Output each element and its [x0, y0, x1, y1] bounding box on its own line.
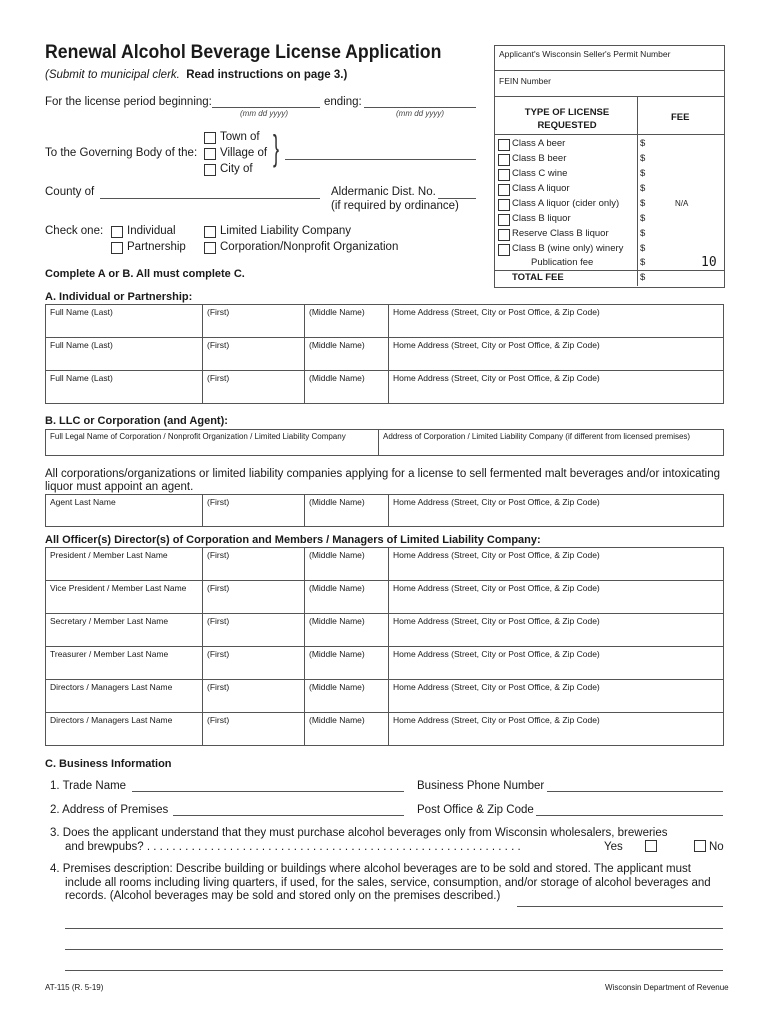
- agent-last-label: Agent Last Name: [50, 497, 116, 507]
- section-c-title: C. Business Information: [45, 758, 172, 770]
- license-type-label: Class A liquor (cider only): [512, 198, 620, 209]
- publication-fee-dollar: $: [640, 257, 646, 268]
- officer-row: [46, 614, 724, 647]
- phone-field[interactable]: [547, 791, 723, 792]
- license-fee-dollar: $: [640, 183, 646, 194]
- officer-last-label: Directors / Managers Last Name: [50, 715, 173, 725]
- corp-label: Corporation/Nonprofit Organization: [220, 241, 399, 253]
- fein-field[interactable]: [494, 96, 724, 97]
- license-type-label: Reserve Class B liquor: [512, 228, 609, 239]
- officer-last-cell[interactable]: [46, 680, 203, 713]
- person-first-cell[interactable]: [203, 371, 305, 404]
- officer-row: [46, 680, 724, 713]
- officer-address-cell[interactable]: [389, 614, 724, 647]
- license-type-checkbox[interactable]: [498, 184, 510, 196]
- q4-line-3: records. (Alcohol beverages may be sold and stored only on the premises described.): [65, 890, 501, 902]
- q4-line-2: include all rooms including living quarters, if used, for the sales, service, consumption, and/or storage of alcohol beverages and: [65, 877, 711, 889]
- license-fee-dollar: $: [640, 228, 646, 239]
- trade-name-label: 1. Trade Name: [50, 780, 127, 792]
- person-middle-cell[interactable]: [305, 305, 389, 338]
- fee-col-divider: [637, 96, 638, 286]
- officer-middle-label: (Middle Name): [309, 550, 365, 560]
- ending-label: ending:: [324, 96, 362, 108]
- license-type-checkbox[interactable]: [498, 154, 510, 166]
- license-fee-dollar: $: [640, 213, 646, 224]
- aldermanic-label: Aldermanic Dist. No.: [331, 186, 436, 198]
- officer-last-cell[interactable]: [46, 581, 203, 614]
- fein-label: FEIN Number: [499, 76, 551, 86]
- person-address-label: Home Address (Street, City or Post Office, & Zip Code): [393, 373, 600, 383]
- license-type-label: Class C wine: [512, 168, 568, 179]
- begin-date-hint: (mm dd yyyy): [240, 109, 288, 118]
- officer-first-cell[interactable]: [203, 548, 305, 581]
- governing-body-label: To the Governing Body of the:: [45, 147, 198, 159]
- license-type-label: Class B liquor: [512, 213, 571, 224]
- license-type-checkbox[interactable]: [498, 199, 510, 211]
- period-begin-field[interactable]: [212, 107, 320, 108]
- partnership-label: Partnership: [127, 241, 186, 253]
- officer-middle-label: (Middle Name): [309, 715, 365, 725]
- officer-first-label: (First): [207, 550, 230, 560]
- agent-first-cell[interactable]: [203, 495, 305, 527]
- officer-middle-cell[interactable]: [305, 581, 389, 614]
- agency-name: Wisconsin Department of Revenue: [605, 983, 729, 992]
- total-fee-dollar: $: [640, 272, 646, 283]
- officer-last-label: Vice President / Member Last Name: [50, 583, 187, 593]
- officer-last-cell[interactable]: [46, 647, 203, 680]
- officer-address-label: Home Address (Street, City or Post Office, & Zip Code): [393, 649, 600, 659]
- license-fee-dollar: $: [640, 153, 646, 164]
- person-row: [46, 338, 724, 371]
- person-last-label: Full Name (Last): [50, 340, 113, 350]
- officer-last-cell[interactable]: [46, 713, 203, 746]
- officer-address-label: Home Address (Street, City or Post Office, & Zip Code): [393, 616, 600, 626]
- officers-table: [45, 547, 724, 746]
- village-label: Village of: [220, 147, 268, 159]
- end-date-hint: (mm dd yyyy): [396, 109, 444, 118]
- person-middle-label: (Middle Name): [309, 373, 365, 383]
- officer-middle-cell[interactable]: [305, 647, 389, 680]
- person-first-label: (First): [207, 373, 230, 383]
- person-middle-label: (Middle Name): [309, 307, 365, 317]
- yes-label: Yes: [604, 841, 623, 853]
- officer-row: [46, 548, 724, 581]
- person-last-cell[interactable]: [46, 371, 203, 404]
- officer-row: [46, 713, 724, 746]
- phone-label: Business Phone Number: [417, 780, 545, 792]
- section-a-table: [45, 304, 724, 404]
- person-last-cell[interactable]: [46, 338, 203, 371]
- subtitle-italic: (Submit to municipal clerk.: [45, 69, 180, 81]
- officer-middle-label: (Middle Name): [309, 616, 365, 626]
- q4-line-1: 4. Premises description: Describe building or buildings where alcohol beverages are to be sold and stored. The applicant must: [50, 863, 691, 875]
- officer-address-cell[interactable]: [389, 713, 724, 746]
- agent-address-cell[interactable]: [389, 495, 724, 527]
- person-first-cell[interactable]: [203, 305, 305, 338]
- officer-middle-cell[interactable]: [305, 614, 389, 647]
- license-type-checkbox[interactable]: [498, 244, 510, 256]
- officer-middle-cell[interactable]: [305, 713, 389, 746]
- officer-first-label: (First): [207, 682, 230, 692]
- officer-first-label: (First): [207, 583, 230, 593]
- person-row: [46, 305, 724, 338]
- officer-last-cell[interactable]: [46, 548, 203, 581]
- premises-desc-line-4[interactable]: [65, 970, 723, 971]
- llc-label: Limited Liability Company: [220, 225, 352, 237]
- license-fee-dollar: $: [640, 168, 646, 179]
- partnership-checkbox[interactable]: [111, 242, 123, 254]
- license-type-label: Class B beer: [512, 153, 567, 164]
- officer-first-label: (First): [207, 649, 230, 659]
- complete-note: Complete A or B. All must complete C.: [45, 268, 245, 280]
- trade-name-field[interactable]: [132, 791, 404, 792]
- officer-address-cell[interactable]: [389, 680, 724, 713]
- po-zip-field[interactable]: [536, 815, 723, 816]
- officer-middle-cell[interactable]: [305, 548, 389, 581]
- officer-middle-label: (Middle Name): [309, 682, 365, 692]
- agent-table: [45, 494, 724, 527]
- city-checkbox[interactable]: [204, 164, 216, 176]
- license-fee-value[interactable]: N/A: [675, 199, 689, 208]
- county-field[interactable]: [100, 198, 320, 199]
- officer-middle-label: (Middle Name): [309, 649, 365, 659]
- license-type-label: Class A beer: [512, 138, 566, 149]
- agent-first-label: (First): [207, 497, 230, 507]
- form-title: Renewal Alcohol Beverage License Application: [45, 42, 442, 63]
- license-type-checkbox[interactable]: [498, 214, 510, 226]
- section-a-title: A. Individual or Partnership:: [45, 291, 193, 303]
- officer-first-cell[interactable]: [203, 680, 305, 713]
- city-label: City of: [220, 163, 253, 175]
- officer-last-label: Directors / Managers Last Name: [50, 682, 173, 692]
- premises-desc-line-1[interactable]: [517, 906, 723, 907]
- premises-address-field[interactable]: [173, 815, 404, 816]
- person-address-cell[interactable]: [389, 305, 724, 338]
- aldermanic-field[interactable]: [438, 198, 476, 199]
- village-checkbox[interactable]: [204, 148, 216, 160]
- officer-row: [46, 581, 724, 614]
- officer-first-label: (First): [207, 616, 230, 626]
- total-fee-label: TOTAL FEE: [512, 272, 564, 283]
- officer-first-cell[interactable]: [203, 713, 305, 746]
- section-b-title: B. LLC or Corporation (and Agent):: [45, 415, 228, 427]
- license-type-checkbox[interactable]: [498, 169, 510, 181]
- person-row: [46, 371, 724, 404]
- subtitle-bold: Read instructions on page 3.): [186, 69, 348, 81]
- officer-middle-cell[interactable]: [305, 680, 389, 713]
- person-middle-label: (Middle Name): [309, 340, 365, 350]
- q3-line-2: and brewpubs? . . . . . . . . . . . . . . . . . . . . . . . . . . . . . . . . . . . . . . . . . . . . . . . . . . . . . . . . . . .: [65, 841, 521, 853]
- person-last-label: Full Name (Last): [50, 307, 113, 317]
- premises-desc-line-3[interactable]: [65, 949, 723, 950]
- q3-line-1: 3. Does the applicant understand that they must purchase alcohol beverages only from Wisconsin wholesalers, breweries: [50, 827, 668, 839]
- officer-first-cell[interactable]: [203, 581, 305, 614]
- license-fee-dollar: $: [640, 243, 646, 254]
- officer-address-cell[interactable]: [389, 647, 724, 680]
- officer-last-label: Treasurer / Member Last Name: [50, 649, 169, 659]
- person-first-cell[interactable]: [203, 338, 305, 371]
- form-id: AT-115 (R. 5-19): [45, 983, 104, 992]
- fee-header: FEE: [671, 112, 690, 123]
- person-address-cell[interactable]: [389, 338, 724, 371]
- person-middle-cell[interactable]: [305, 338, 389, 371]
- person-middle-cell[interactable]: [305, 371, 389, 404]
- po-zip-label: Post Office & Zip Code: [417, 804, 534, 816]
- form-subtitle: [45, 69, 347, 81]
- type-header: TYPE OF LICENSE REQUESTED: [524, 107, 610, 131]
- corp-address-label: Address of Corporation / Limited Liability Company (if different from licensed premises): [383, 432, 691, 441]
- person-address-cell[interactable]: [389, 371, 724, 404]
- total-divider: [494, 270, 724, 271]
- license-type-label: Class A liquor: [512, 183, 570, 194]
- period-end-field[interactable]: [364, 107, 476, 108]
- officer-first-cell[interactable]: [203, 647, 305, 680]
- corp-address-cell[interactable]: [379, 430, 724, 456]
- no-label: No: [709, 841, 724, 853]
- agent-note-1: All corporations/organizations or limited liability companies applying for a license to sell fermented malt beverages and/or intoxicating: [45, 468, 721, 480]
- officer-address-cell[interactable]: [389, 581, 724, 614]
- yes-checkbox[interactable]: [645, 840, 657, 852]
- publication-fee-value[interactable]: 10: [701, 255, 717, 270]
- check-one-label: Check one:: [45, 225, 104, 237]
- officer-first-cell[interactable]: [203, 614, 305, 647]
- corp-checkbox[interactable]: [204, 242, 216, 254]
- publication-fee-label: Publication fee: [531, 257, 594, 268]
- person-address-label: Home Address (Street, City or Post Office, & Zip Code): [393, 340, 600, 350]
- officer-row: [46, 647, 724, 680]
- individual-label: Individual: [127, 225, 176, 237]
- municipality-field[interactable]: [285, 159, 476, 160]
- agent-address-label: Home Address (Street, City or Post Office, & Zip Code): [393, 497, 600, 507]
- type-header-divider: [494, 134, 724, 135]
- aldermanic-note: (if required by ordinance): [331, 200, 459, 212]
- officer-middle-label: (Middle Name): [309, 583, 365, 593]
- person-address-label: Home Address (Street, City or Post Office, & Zip Code): [393, 307, 600, 317]
- license-fee-dollar: $: [640, 198, 646, 209]
- officer-address-cell[interactable]: [389, 548, 724, 581]
- county-label: County of: [45, 186, 95, 198]
- sellers-permit-field[interactable]: [494, 70, 724, 71]
- person-first-label: (First): [207, 307, 230, 317]
- license-type-checkbox[interactable]: [498, 139, 510, 151]
- town-label: Town of: [220, 131, 260, 143]
- person-first-label: (First): [207, 340, 230, 350]
- officer-last-label: President / Member Last Name: [50, 550, 168, 560]
- officer-first-label: (First): [207, 715, 230, 725]
- agent-note-2: liquor must appoint an agent.: [45, 481, 194, 493]
- brace-icon: }: [273, 127, 280, 168]
- officer-address-label: Home Address (Street, City or Post Office, & Zip Code): [393, 682, 600, 692]
- corp-table: [45, 429, 724, 456]
- premises-desc-line-2[interactable]: [65, 928, 723, 929]
- license-type-checkbox[interactable]: [498, 229, 510, 241]
- agent-middle-label: (Middle Name): [309, 497, 365, 507]
- llc-checkbox[interactable]: [204, 226, 216, 238]
- period-label: For the license period beginning:: [45, 96, 212, 108]
- license-fee-dollar: $: [640, 138, 646, 149]
- agent-last-cell[interactable]: [46, 495, 203, 527]
- premises-address-label: 2. Address of Premises: [50, 804, 169, 816]
- officer-address-label: Home Address (Street, City or Post Office, & Zip Code): [393, 550, 600, 560]
- sellers-permit-label: Applicant's Wisconsin Seller's Permit Number: [499, 49, 671, 59]
- officer-address-label: Home Address (Street, City or Post Office, & Zip Code): [393, 715, 600, 725]
- officer-address-label: Home Address (Street, City or Post Office, & Zip Code): [393, 583, 600, 593]
- officer-last-label: Secretary / Member Last Name: [50, 616, 169, 626]
- person-last-label: Full Name (Last): [50, 373, 113, 383]
- corp-name-cell[interactable]: [46, 430, 379, 456]
- town-checkbox[interactable]: [204, 132, 216, 144]
- no-checkbox[interactable]: [694, 840, 706, 852]
- officer-last-cell[interactable]: [46, 614, 203, 647]
- license-type-label: Class B (wine only) winery: [512, 243, 624, 254]
- person-last-cell[interactable]: [46, 305, 203, 338]
- agent-middle-cell[interactable]: [305, 495, 389, 527]
- officers-title: All Officer(s) Director(s) of Corporation and Members / Managers of Limited Liability Company:: [45, 534, 541, 546]
- corp-name-label: Full Legal Name of Corporation / Nonprofit Organization / Limited Liability Company: [50, 432, 346, 441]
- individual-checkbox[interactable]: [111, 226, 123, 238]
